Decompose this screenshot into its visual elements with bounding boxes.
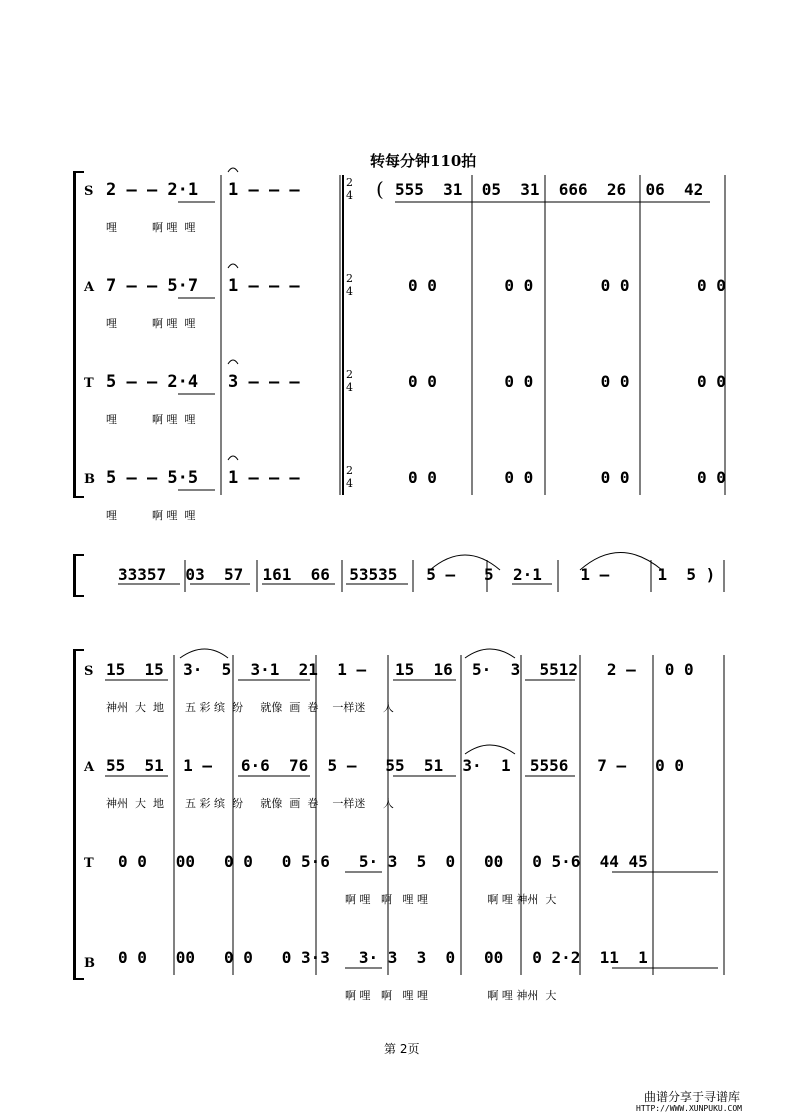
part-label-tenor-3: T [84,856,94,871]
watermark-url: HTTP://WWW.XUNPUKU.COM [636,1104,742,1113]
tenor-lyric: 哩 啊 哩 哩 [106,413,196,426]
bass-notes-m2: 1 — — — [228,468,300,488]
tenor-notes-s3: 0 0 00 0 0 0 5·6 5· 3 5 0 00 0 5·6 44 45 [118,852,648,871]
part-label-alto-3: A [84,760,95,775]
alto-notes-s3: 55 51 1 — 6·6 76 5 — 55 51 3· 1 5556 7 — 0 0 [106,756,684,775]
alto-notes-m1: 7 — — 5·7 [106,276,199,296]
part-label-alto: A [84,280,95,295]
time-signature-t: 2 4 [346,368,353,394]
bass-notes-m1: 5 — — 5·5 [106,468,199,488]
bass-lyric: 哩 啊 哩 哩 [106,509,196,522]
bass-lyric-s3: 啊 哩 啊 哩 哩 啊 哩 神州 大 [345,989,557,1002]
alto-lyric-s3: 神州 大 地 五 彩 缤 纷 就像 画 卷 一样迷 人 [106,797,394,810]
alto-lyric: 哩 啊 哩 哩 [106,317,196,330]
page-number: 第 2页 [384,1042,420,1056]
part-label-soprano: S [84,184,94,199]
tempo-marking: 转每分钟110拍 [370,152,477,170]
part-label-bass-3: B [84,956,95,971]
soprano-notes-s3: 15 15 3· 5 3·1 21 1 — 15 16 5· 3 5512 2 — 0 0 [106,660,694,679]
bass-notes-s3: 0 0 00 0 0 0 3·3 3· 3 3 0 00 0 2·2 11 1 [118,948,648,967]
alto-notes-m2: 1 — — — [228,276,300,296]
soprano-lyric-s3: 神州 大 地 五 彩 缤 纷 就像 画 卷 一样迷 人 [106,701,394,714]
soprano-notes-m2: 1 — — — [228,180,300,200]
interlude-notes: 33357 03 57 161 66 53535 5 — 5 2·1 1 — 1 5 ) [118,565,716,584]
open-paren: ( [376,177,384,201]
tenor-lyric-s3: 啊 哩 啊 哩 哩 啊 哩 神州 大 [345,893,557,906]
alto-notes-rest: 0 0 0 0 0 0 0 0 [408,276,726,295]
part-label-soprano-3: S [84,664,94,679]
time-signature-b: 2 4 [346,464,353,490]
watermark-text: 曲谱分享于寻谱库 [644,1090,741,1104]
tenor-notes-rest: 0 0 0 0 0 0 0 0 [408,372,726,391]
soprano-lyric: 哩 啊 哩 哩 [106,221,196,234]
tenor-notes-m1: 5 — — 2·4 [106,372,199,392]
time-signature-a: 2 4 [346,272,353,298]
part-label-tenor: T [84,376,94,391]
soprano-notes-intro: 555 31 05 31 666 26 06 42 [395,180,704,199]
time-signature-s: 2 4 [346,176,353,202]
soprano-notes-m1: 2 — — 2·1 [106,180,199,200]
part-label-bass: B [84,472,95,487]
bass-notes-rest: 0 0 0 0 0 0 0 0 [408,468,726,487]
tenor-notes-m2: 3 — — — [228,372,300,392]
